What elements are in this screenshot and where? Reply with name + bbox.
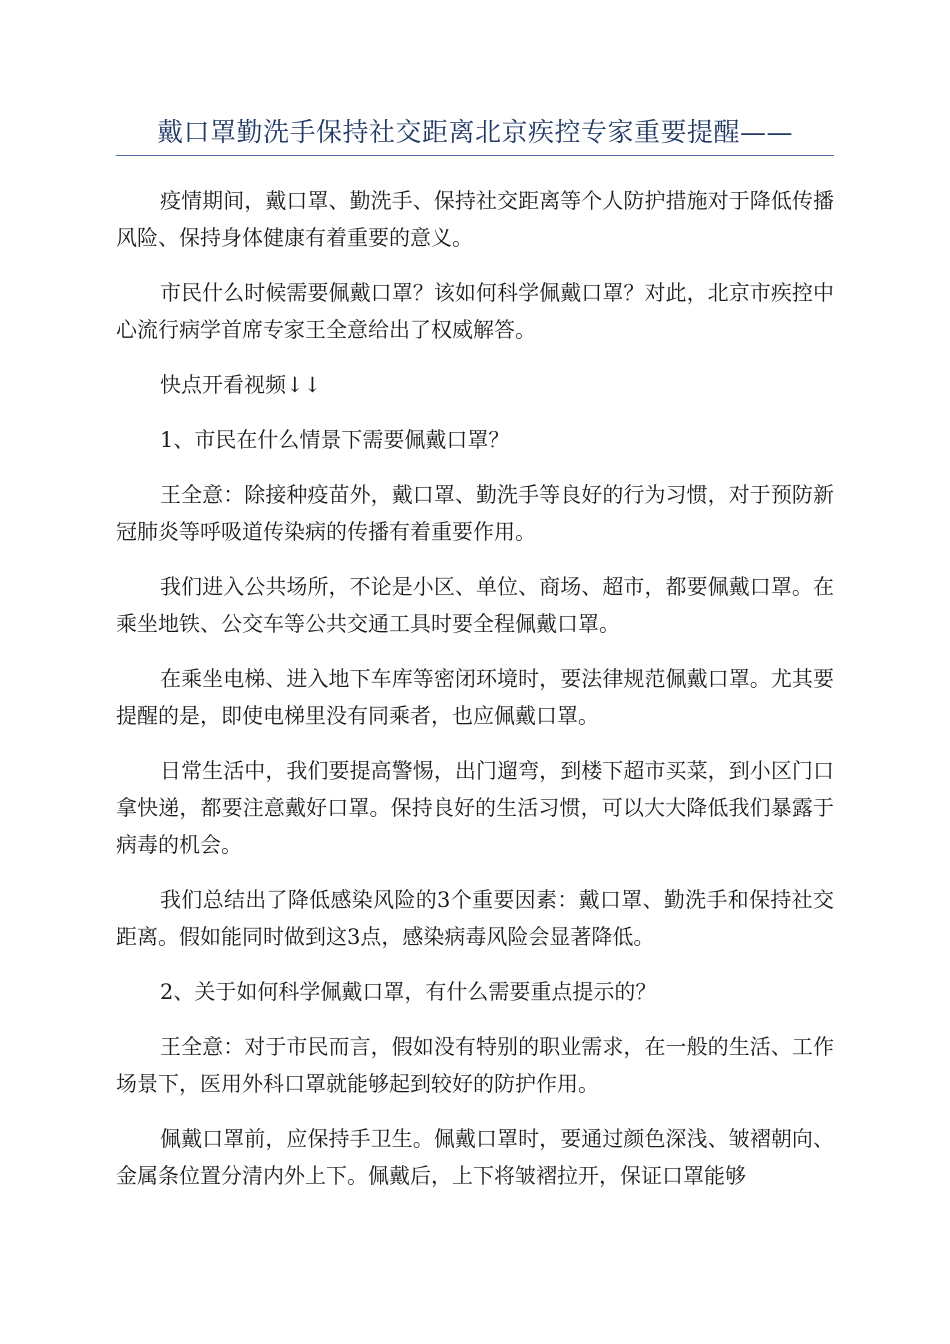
- paragraph: 日常生活中，我们要提高警惕，出门遛弯，到楼下超市买菜，到小区门口拿快递，都要注意戴好口罩。保持良好的生活习惯，可以大大降低我们暴露于病毒的机会。: [116, 759, 834, 857]
- paragraph: 王全意：对于市民而言，假如没有特别的职业需求，在一般的生活、工作场景下，医用外科口罩就能够起到较好的防护作用。: [116, 1035, 834, 1096]
- paragraph: 我们总结出了降低感染风险的3个重要因素：戴口罩、勤洗手和保持社交距离。假如能同时做到这3点，感染病毒风险会显著降低。: [116, 888, 834, 949]
- paragraph: 王全意：除接种疫苗外，戴口罩、勤洗手等良好的行为习惯，对于预防新冠肺炎等呼吸道传染病的传播有着重要作用。: [116, 483, 834, 544]
- paragraph: 在乘坐电梯、进入地下车库等密闭环境时，要法律规范佩戴口罩。尤其要提醒的是，即使电梯里没有同乘者，也应佩戴口罩。: [116, 667, 834, 728]
- section-heading: 2、关于如何科学佩戴口罩，有什么需要重点提示的？: [160, 980, 657, 1004]
- paragraph: 市民什么时候需要佩戴口罩？该如何科学佩戴口罩？对此，北京市疾控中心流行病学首席专家王全意给出了权威解答。: [116, 281, 834, 342]
- document-title: 戴口罩勤洗手保持社交距离北京疾控专家重要提醒——: [156, 118, 793, 148]
- paragraph: 我们进入公共场所，不论是小区、单位、商场、超市，都要佩戴口罩。在乘坐地铁、公交车等公共交通工具时要全程佩戴口罩。: [116, 575, 834, 636]
- title-underline: [116, 155, 834, 156]
- paragraph: 佩戴口罩前，应保持手卫生。佩戴口罩时，要通过颜色深浅、皱褶朝向、金属条位置分清内外上下。佩戴后，上下将皱褶拉开，保证口罩能够: [116, 1127, 834, 1188]
- paragraph: 疫情期间，戴口罩、勤洗手、保持社交距离等个人防护措施对于降低传播风险、保持身体健康有着重要的意义。: [116, 189, 834, 250]
- paragraph: 快点开看视频↓↓: [160, 373, 322, 397]
- document-body: [116, 183, 834, 1195]
- section-heading: 1、市民在什么情景下需要佩戴口罩？: [160, 428, 510, 452]
- document-page: [116, 0, 834, 1213]
